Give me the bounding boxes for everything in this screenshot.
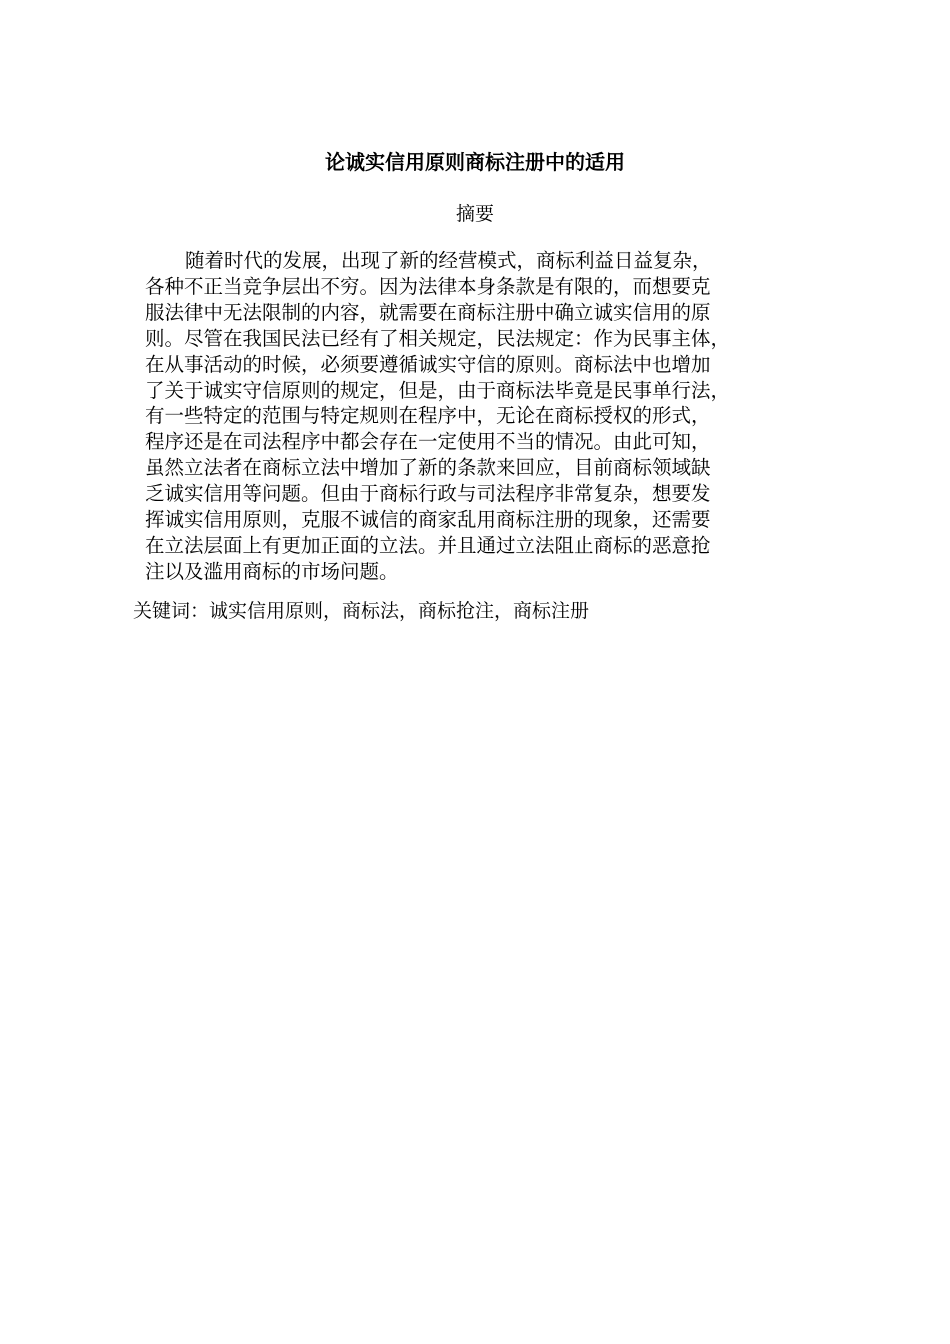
abstract-line: 在从事活动的时候，必须要遵循诚实守信的原则。商标法中也增加 <box>145 352 711 376</box>
abstract-line: 虽然立法者在商标立法中增加了新的条款来回应，目前商标领域缺 <box>145 456 711 480</box>
abstract-body <box>145 248 810 585</box>
abstract-line: 服法律中无法限制的内容，就需要在商标注册中确立诚实信用的原 <box>145 300 711 324</box>
abstract-line: 程序还是在司法程序中都会存在一定使用不当的情况。由此可知， <box>145 430 711 454</box>
abstract-line: 有一些特定的范围与特定规则在程序中，无论在商标授权的形式， <box>145 404 711 428</box>
abstract-line: 了关于诚实守信原则的规定，但是，由于商标法毕竟是民事单行法， <box>145 378 731 402</box>
document-title: 论诚实信用原则商标注册中的适用 <box>325 150 625 174</box>
abstract-line: 在立法层面上有更加正面的立法。并且通过立法阻止商标的恶意抢 <box>145 533 711 557</box>
abstract-line: 乏诚实信用等问题。但由于商标行政与司法程序非常复杂，想要发 <box>145 482 711 506</box>
abstract-line: 各种不正当竞争层出不穷。因为法律本身条款是有限的，而想要克 <box>145 274 711 298</box>
abstract-line: 挥诚实信用原则，克服不诚信的商家乱用商标注册的现象，还需要 <box>145 508 711 532</box>
abstract-line: 随着时代的发展，出现了新的经营模式，商标利益日益复杂， <box>185 249 712 272</box>
abstract-line: 则。尽管在我国民法已经有了相关规定，民法规定：作为民事主体， <box>145 326 731 350</box>
keywords-line: 关键词：诚实信用原则，商标法，商标抢注，商标注册 <box>133 600 590 622</box>
abstract-heading: 摘要 <box>455 203 494 225</box>
abstract-line: 注以及滥用商标的市场问题。 <box>145 559 399 583</box>
